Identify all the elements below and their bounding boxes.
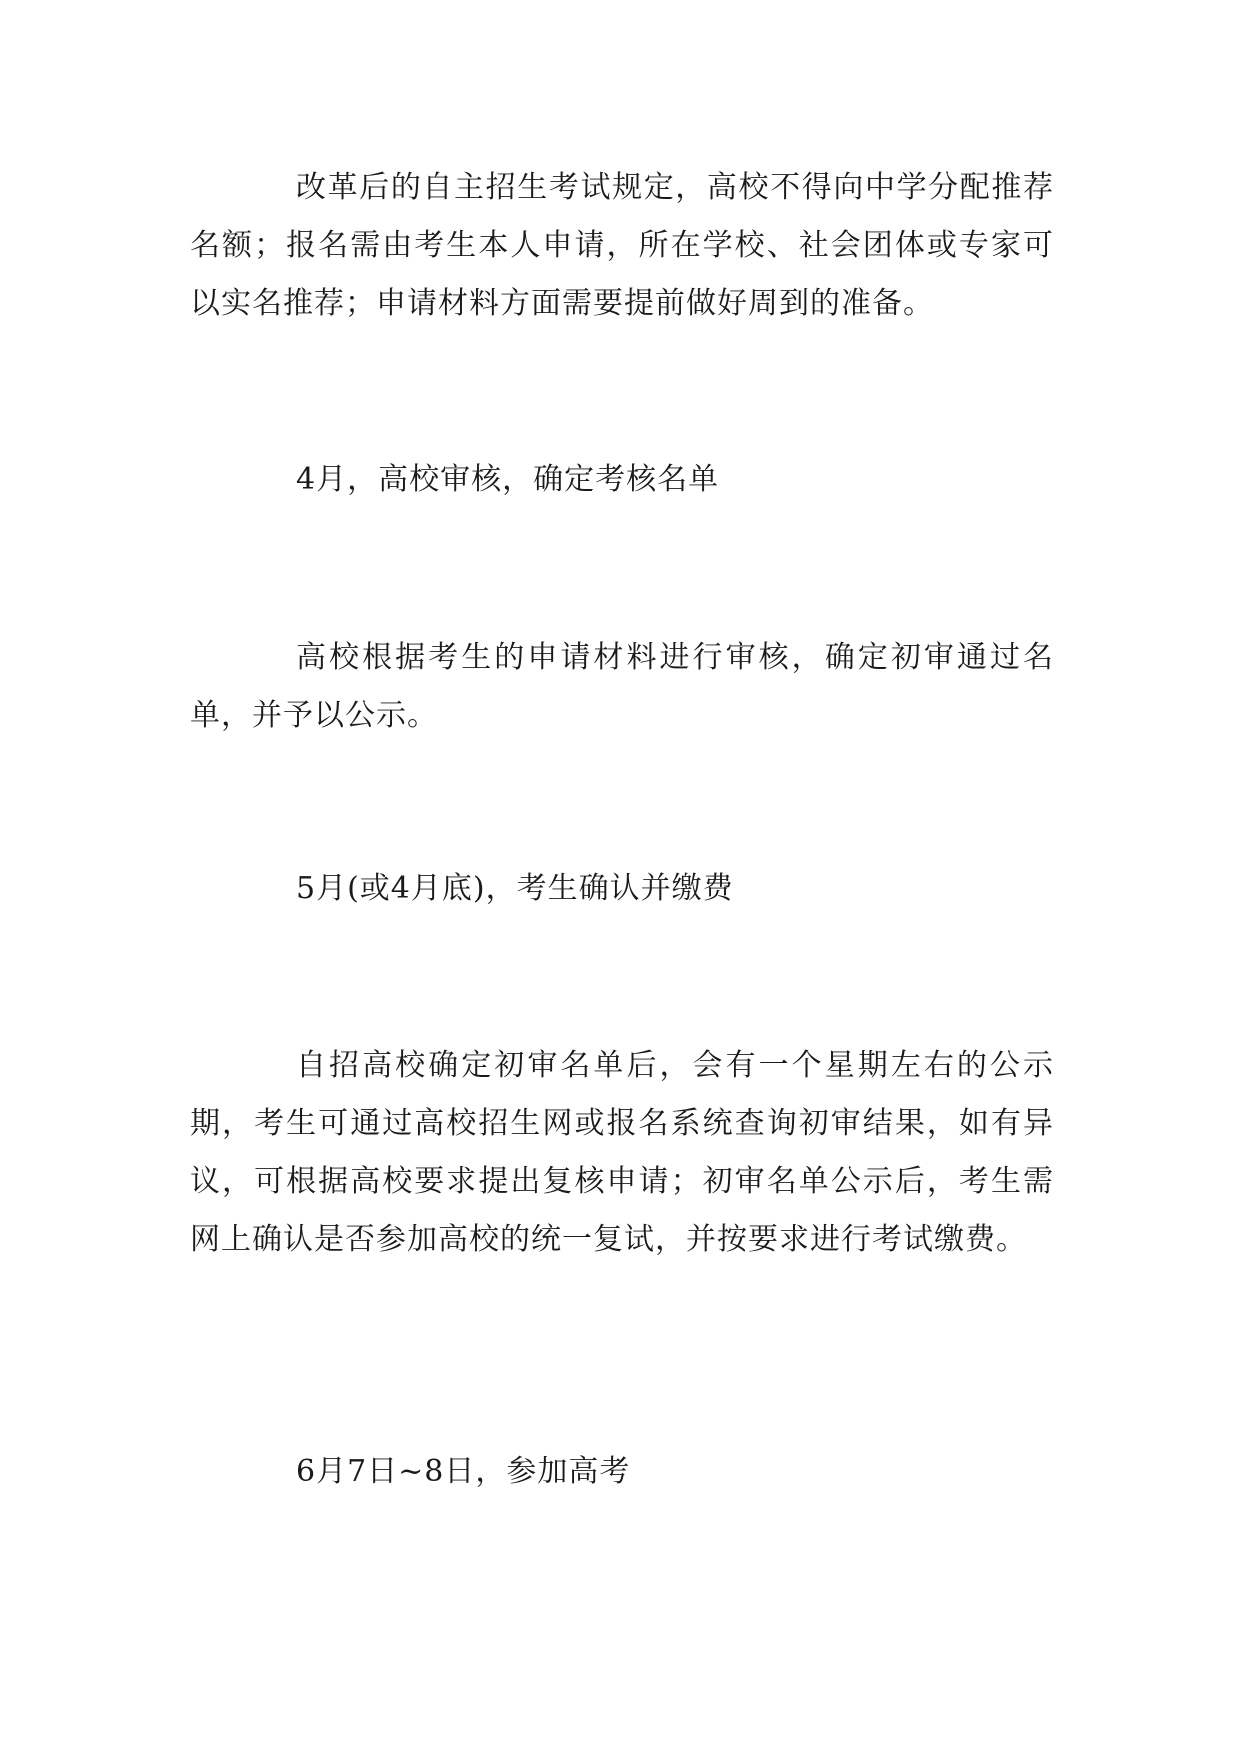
heading-may-confirm-payment: 5月(或4月底)，考生确认并缴费 [296, 871, 734, 906]
heading-april-review: 4月，高校审核，确定考核名单 [296, 462, 720, 497]
paragraph-self-admission-rules: 改革后的自主招生考试规定，高校不得向中学分配推荐名额；报名需由考生本人申请，所在学校、社会团体或专家可以实名推荐；申请材料方面需要提前做好周到的准备。 [190, 170, 1054, 321]
heading-june-gaokao: 6月7日~8日，参加高考 [296, 1454, 631, 1489]
paragraph-university-review: 高校根据考生的申请材料进行审核，确定初审通过名单，并予以公示。 [190, 640, 1054, 733]
paragraph-publicity-and-payment: 自招高校确定初审名单后，会有一个星期左右的公示期，考生可通过高校招生网或报名系统查询初审结果，如有异议，可根据高校要求提出复核申请；初审名单公示后，考生需网上确认是否参加高校的统一复试，并按要求进行考试缴费。 [190, 1048, 1054, 1257]
